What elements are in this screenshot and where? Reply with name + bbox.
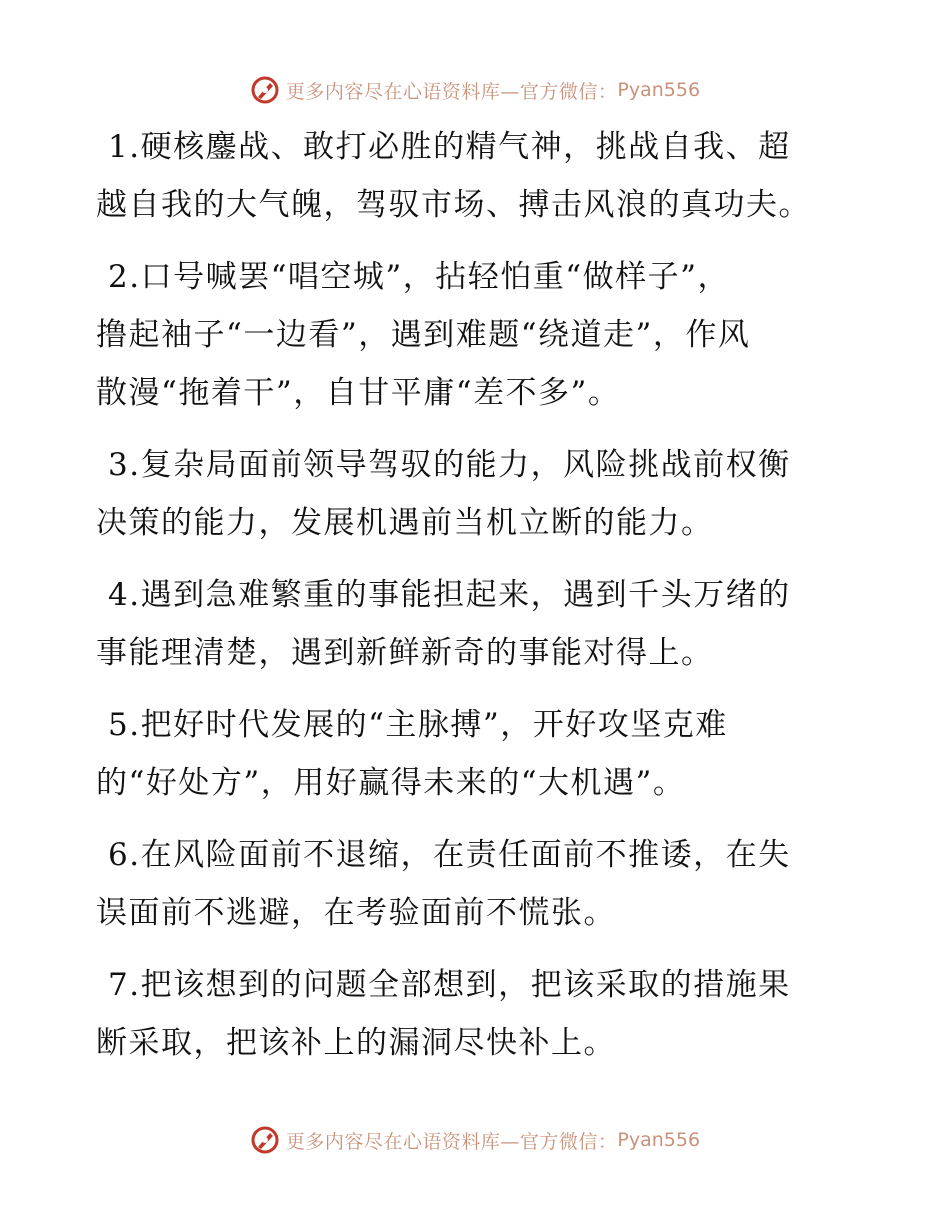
pen-logo-icon (250, 75, 280, 105)
item-line: 5.把好时代发展的“主脉搏”，开好攻坚克难 (108, 707, 728, 743)
header-banner (0, 70, 950, 110)
item-line: 误面前不逃避，在考验面前不慌张。 (96, 895, 616, 931)
item-line: 散漫“拖着干”，自甘平庸“差不多”。 (96, 375, 621, 411)
header-wechat-id: Pyan556 (617, 79, 701, 101)
item-line: 越自我的大气魄，驾驭市场、搏击风浪的真功夫。 (96, 187, 811, 223)
list-item (96, 696, 856, 812)
item-line: 事能理清楚，遇到新鲜新奇的事能对得上。 (96, 635, 714, 671)
pen-logo-icon (250, 1125, 280, 1155)
item-line: 6.在风险面前不退缩，在责任面前不推诿，在失 (108, 837, 791, 873)
item-line: 3.复杂局面前领导驾驭的能力，风险挑战前权衡 (108, 447, 791, 483)
list-item (96, 248, 856, 422)
header-text: 更多内容尽在心语资料库—官方微信： (285, 80, 618, 103)
item-line: 1.硬核鏖战、敢打必胜的精气神，挑战自我、超 (108, 129, 791, 165)
footer-banner (0, 1120, 950, 1160)
item-line: 2.口号喊罢“唱空城”，拈轻怕重“做样子”， (108, 259, 730, 295)
item-line: 4.遇到急难繁重的事能担起来，遇到千头万绪的 (108, 577, 791, 613)
item-line: 决策的能力，发展机遇前当机立断的能力。 (96, 505, 714, 541)
document-body (96, 118, 856, 1086)
list-item (96, 436, 856, 552)
footer-wechat-id: Pyan556 (617, 1129, 701, 1151)
item-line: 7.把该想到的问题全部想到，把该采取的措施果 (108, 967, 791, 1003)
list-item (96, 826, 856, 942)
item-line: 断采取，把该补上的漏洞尽快补上。 (96, 1025, 616, 1061)
item-line: 的“好处方”，用好赢得未来的“大机遇”。 (96, 765, 686, 801)
list-item (96, 566, 856, 682)
footer-text: 更多内容尽在心语资料库—官方微信： (285, 1130, 618, 1153)
list-item (96, 118, 856, 234)
list-item (96, 956, 856, 1072)
item-line: 撸起袖子“一边看”，遇到难题“绕道走”，作风 (96, 317, 751, 353)
